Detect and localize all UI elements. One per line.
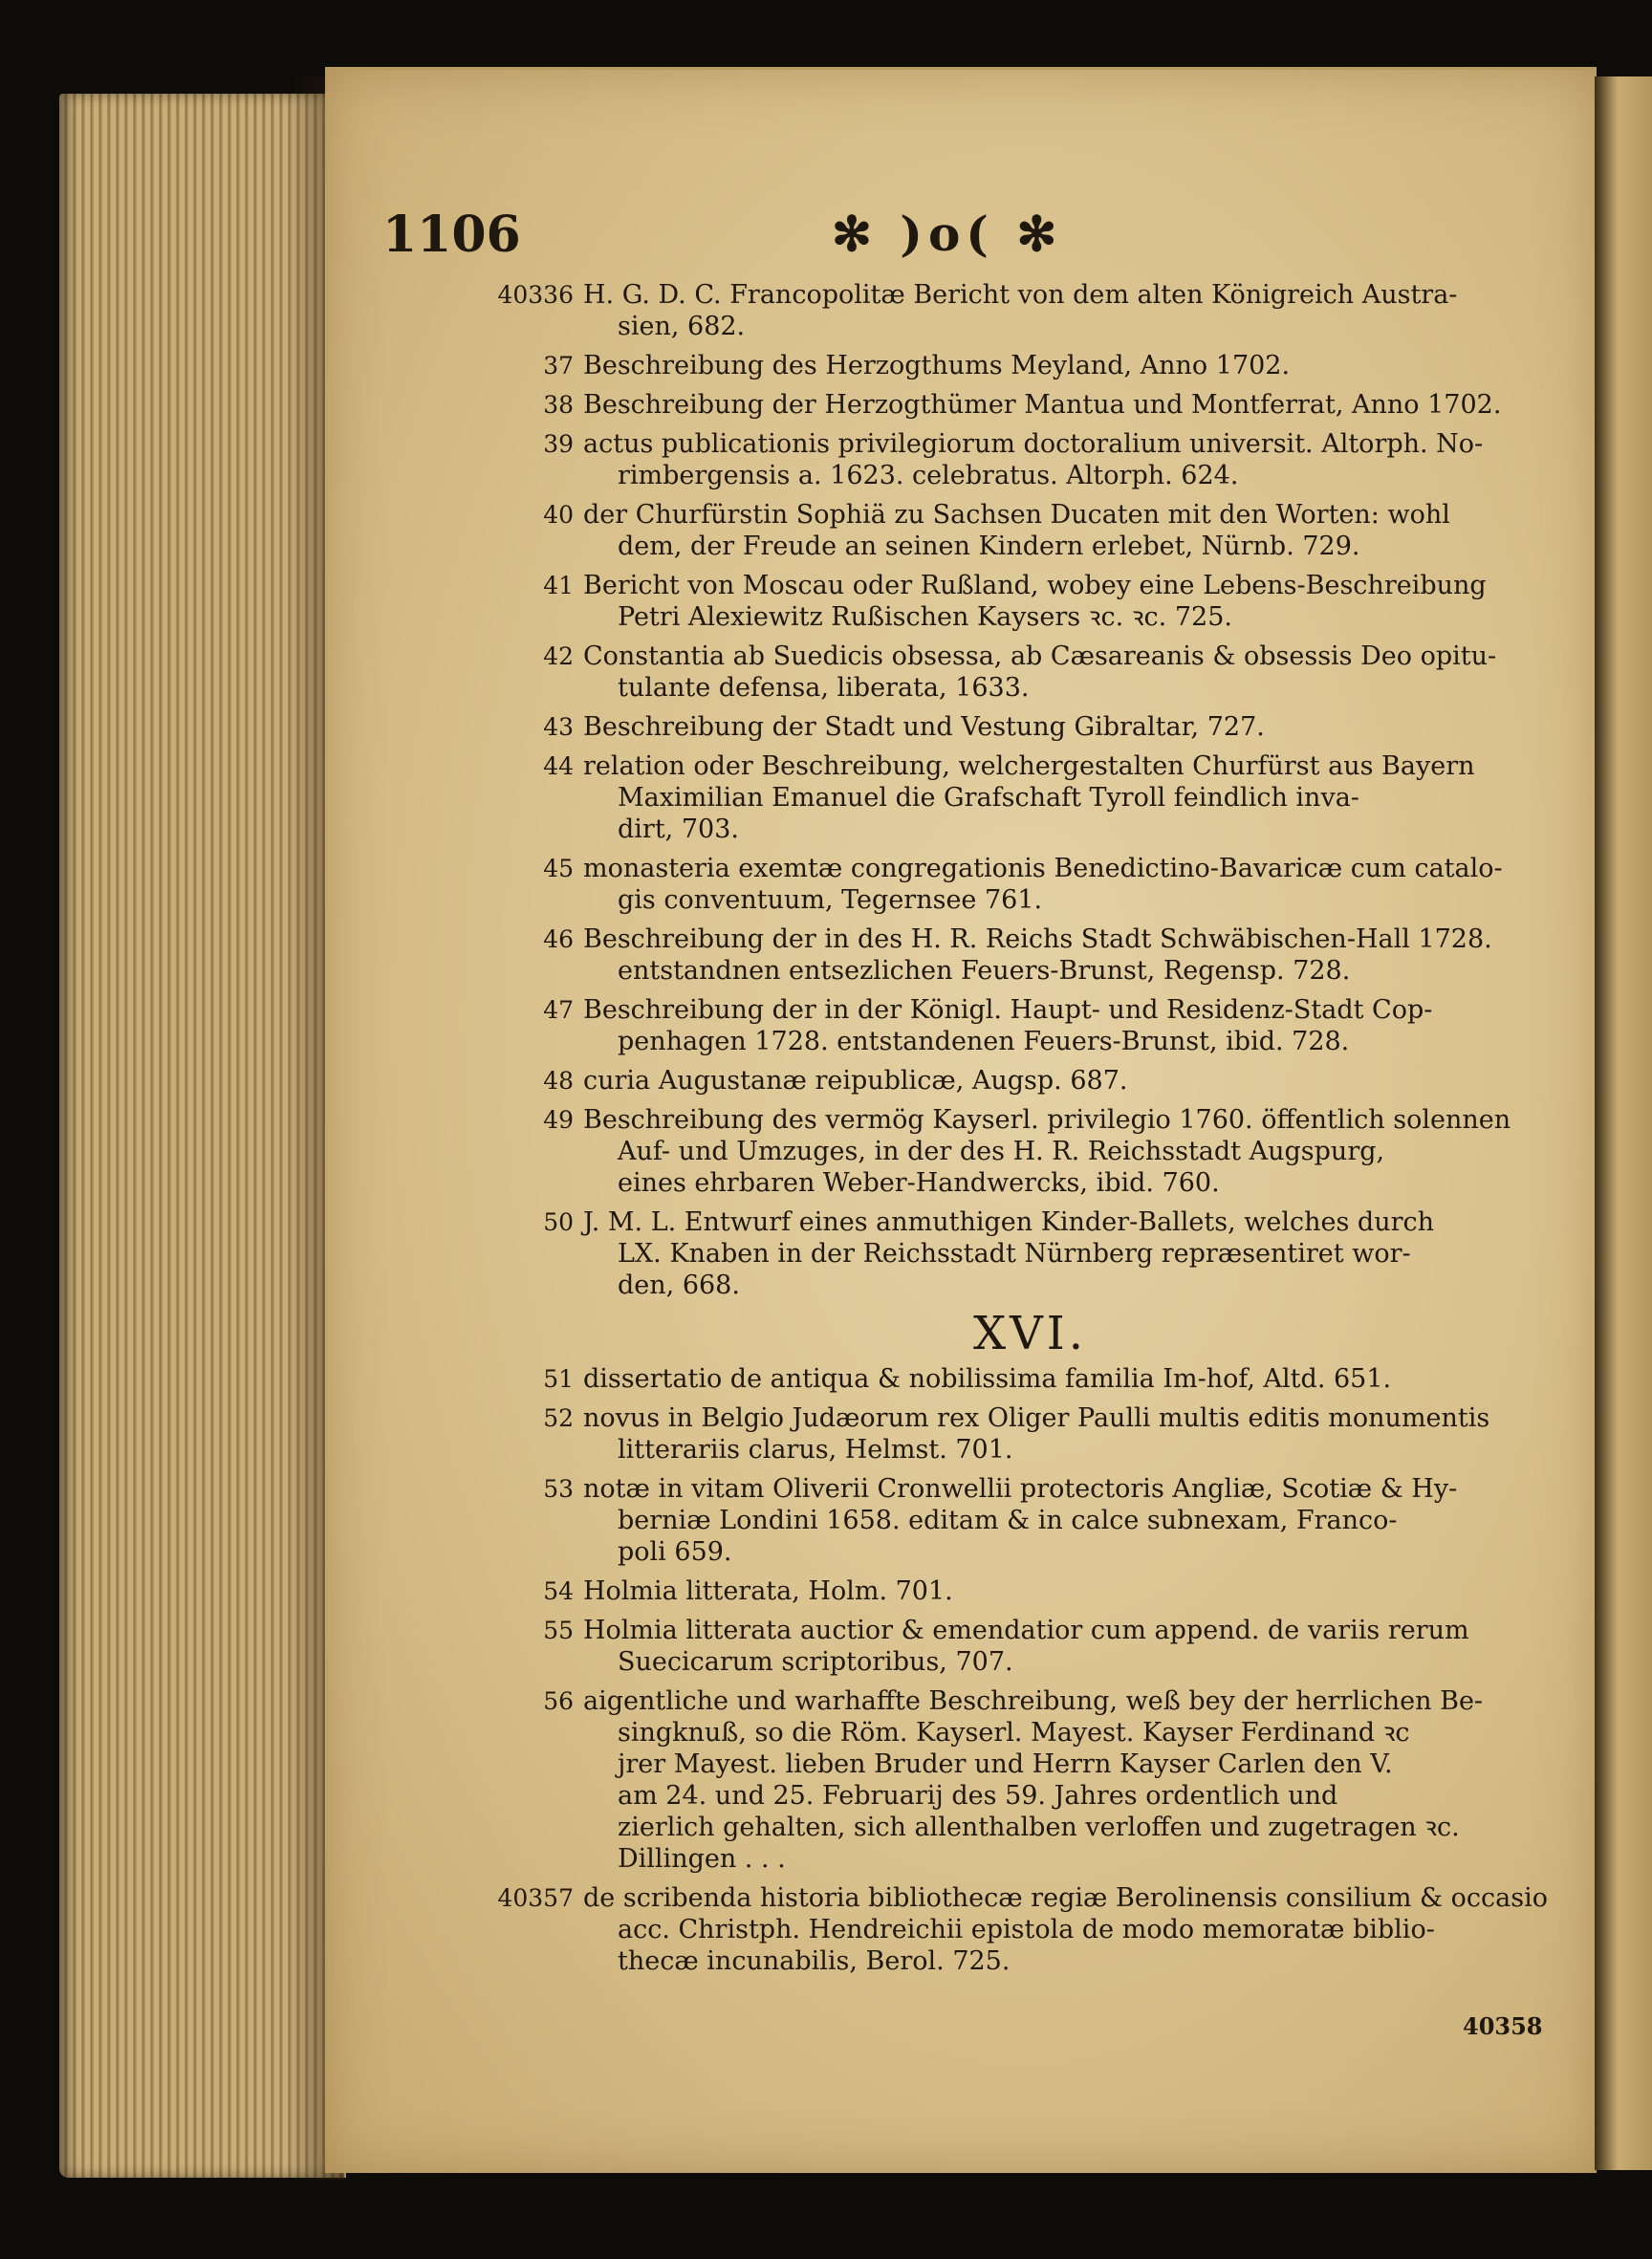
- catalog-entry: [382, 428, 1563, 491]
- entry-text-line: novus in Belgio Judæorum rex Oliger Paulli multis editis monumentis: [583, 1403, 1490, 1433]
- entry-text-line: Dillingen . . .: [618, 1844, 786, 1874]
- entry-number: 43: [543, 713, 574, 741]
- catchword: 40358: [1463, 2012, 1543, 2040]
- entry-text-line: berniæ Londini 1658. editam & in calce subnexam, Franco-: [618, 1506, 1398, 1535]
- catalog-entry: [382, 1615, 1563, 1678]
- entry-number: 40336: [497, 281, 574, 309]
- entry-number: 44: [543, 752, 574, 780]
- entry-text-line: Suecicarum scriptoribus, 707.: [618, 1647, 1013, 1677]
- entry-text-line: Beschreibung des vermög Kayserl. privilegio 1760. öffentlich solennen: [583, 1105, 1511, 1135]
- entry-number: 56: [543, 1687, 574, 1715]
- entry-text-line: Beschreibung der in des H. R. Reichs Stadt Schwäbischen-Hall 1728.: [583, 924, 1492, 954]
- entry-text-line: acc. Christph. Hendreichii epistola de modo memoratæ biblio-: [618, 1915, 1435, 1944]
- entry-text-line: litterariis clarus, Helmst. 701.: [618, 1435, 1013, 1465]
- entry-number: 39: [543, 430, 574, 458]
- entry-text-line: tulante defensa, liberata, 1633.: [618, 673, 1030, 703]
- entry-text-line: Beschreibung der in der Königl. Haupt- und Residenz-Stadt Cop-: [583, 995, 1433, 1025]
- entry-text-line: Beschreibung der Herzogthümer Mantua und Montferrat, Anno 1702.: [583, 390, 1502, 420]
- catalog-entry: [382, 1206, 1563, 1301]
- entry-text-line: aigentliche und warhaffte Beschreibung, weß bey der herrlichen Be-: [583, 1686, 1484, 1716]
- entry-text-line: sien, 682.: [618, 312, 746, 341]
- entry-text-line: Beschreibung des Herzogthums Meyland, Anno 1702.: [583, 351, 1291, 380]
- catalog-entry: [382, 279, 1563, 342]
- entry-text-line: thecæ incunabilis, Berol. 725.: [618, 1946, 1011, 1976]
- catalog-entry: [382, 711, 1563, 743]
- entry-list-2: [382, 1363, 1563, 1977]
- entry-number: 45: [543, 855, 574, 882]
- entry-text-line: Bericht von Moscau oder Rußland, wobey eine Lebens-Beschreibung: [583, 571, 1487, 600]
- entry-number: 50: [543, 1208, 574, 1236]
- catalog-entry: [382, 499, 1563, 562]
- entry-number: 53: [543, 1475, 574, 1503]
- entry-number: 40: [543, 501, 574, 529]
- entry-number: 52: [543, 1404, 574, 1432]
- entry-number: 38: [543, 391, 574, 419]
- facing-page-edge: [1595, 76, 1652, 2170]
- entry-text-line: notæ in vitam Oliverii Cronwellii protectoris Angliæ, Scotiæ & Hy-: [583, 1474, 1458, 1504]
- entry-text-line: Petri Alexiewitz Rußischen Kaysers ꝛc. ꝛc. 725.: [618, 602, 1232, 632]
- entry-text-line: entstandnen entsezlichen Feuers-Brunst, Regensp. 728.: [618, 956, 1351, 986]
- entry-number: 51: [543, 1365, 574, 1393]
- entry-text-line: dissertatio de antiqua & nobilissima familia Im-hof, Altd. 651.: [583, 1364, 1392, 1394]
- entry-text-line: poli 659.: [618, 1537, 732, 1567]
- entry-number: 49: [543, 1106, 574, 1134]
- entry-number: 37: [543, 352, 574, 380]
- entry-text-line: zierlich gehalten, sich allenthalben verloffen und zugetragen ꝛc.: [618, 1813, 1460, 1842]
- entry-text-line: jrer Mayest. lieben Bruder und Herrn Kayser Carlen den V.: [618, 1749, 1393, 1779]
- entry-number: 54: [543, 1577, 574, 1605]
- page-number: 1106: [382, 206, 521, 264]
- entry-number: 42: [543, 642, 574, 670]
- entry-text-line: Beschreibung der Stadt und Vestung Gibraltar, 727.: [583, 712, 1265, 742]
- catalog-entry: [382, 641, 1563, 704]
- entry-text-line: eines ehrbaren Weber-Handwercks, ibid. 760.: [618, 1168, 1220, 1198]
- entry-text-line: actus publicationis privilegiorum doctoralium universit. Altorph. No-: [583, 429, 1484, 459]
- entry-text-line: relation oder Beschreibung, welchergestalten Churfürst aus Bayern: [583, 751, 1475, 781]
- entry-text-line: dem, der Freude an seinen Kindern erlebet, Nürnb. 729.: [618, 532, 1360, 561]
- entry-number: 41: [543, 572, 574, 599]
- entry-number: 55: [543, 1617, 574, 1644]
- entry-text-line: Holmia litterata auctior & emendatior cum append. de variis rerum: [583, 1616, 1469, 1645]
- catalog-entry: [382, 923, 1563, 987]
- entry-text-line: Maximilian Emanuel die Grafschaft Tyroll feindlich inva-: [618, 783, 1359, 813]
- catalog-entry: [382, 853, 1563, 916]
- entry-text-line: Constantia ab Suedicis obsessa, ab Cæsareanis & obsessis Deo opitu-: [583, 641, 1497, 671]
- entry-text-line: J. M. L. Entwurf eines anmuthigen Kinder-Ballets, welches durch: [583, 1207, 1435, 1237]
- entry-number: 40357: [497, 1884, 574, 1912]
- entry-text-line: LX. Knaben in der Reichsstadt Nürnberg repræsentiret wor-: [618, 1239, 1411, 1269]
- section-heading: XVI.: [972, 1307, 1088, 1360]
- entry-text-line: singknuß, so die Röm. Kayserl. Mayest. Kayser Ferdinand ꝛc: [618, 1718, 1410, 1748]
- catalog-entry: [382, 350, 1563, 381]
- entry-text-line: monasteria exemtæ congregationis Benedictino-Bavaricæ cum catalo-: [583, 854, 1503, 883]
- catalog-entry: [382, 1882, 1563, 1977]
- entry-text-line: Auf- und Umzuges, in der des H. R. Reichsstadt Augspurg,: [618, 1137, 1385, 1166]
- entry-text-line: den, 668.: [618, 1271, 740, 1300]
- entry-text-line: de scribenda historia bibliothecæ regiæ Berolinensis consilium & occasio: [583, 1883, 1548, 1913]
- entry-text-line: gis conventuum, Tegernsee 761.: [618, 885, 1043, 915]
- entry-text-line: dirt, 703.: [618, 815, 739, 844]
- header-ornament: ✻ )o( ✻: [832, 206, 1063, 262]
- catalog-entries: [382, 279, 1563, 1985]
- catalog-entry: [382, 1473, 1563, 1568]
- entry-text-line: der Churfürstin Sophiä zu Sachsen Ducaten mit den Worten: wohl: [583, 500, 1450, 530]
- catalog-entry: [382, 994, 1563, 1057]
- catalog-entry: [382, 1104, 1563, 1199]
- page-header: [382, 206, 1549, 272]
- entry-text-line: am 24. und 25. Februarij des 59. Jahres ordentlich und: [618, 1781, 1338, 1811]
- entry-text-line: H. G. D. C. Francopolitæ Bericht von dem alten Königreich Austra-: [583, 280, 1458, 310]
- catalog-entry: [382, 1363, 1563, 1395]
- catalog-entry: [382, 750, 1563, 845]
- entry-number: 48: [543, 1067, 574, 1095]
- entry-text-line: rimbergensis a. 1623. celebratus. Altorph. 624.: [618, 461, 1239, 490]
- entry-text-line: Holmia litterata, Holm. 701.: [583, 1576, 953, 1606]
- catalog-entry: [382, 1685, 1563, 1875]
- entry-number: 47: [543, 996, 574, 1024]
- catalog-entry: [382, 1402, 1563, 1466]
- catalog-entry: [382, 1065, 1563, 1097]
- catalog-entry: [382, 389, 1563, 421]
- entry-number: 46: [543, 925, 574, 953]
- catalog-entry: [382, 570, 1563, 633]
- catalog-entry: [382, 1575, 1563, 1607]
- entry-text-line: curia Augustanæ reipublicæ, Augsp. 687.: [583, 1066, 1128, 1096]
- entry-list-1: [382, 279, 1563, 1301]
- entry-text-line: penhagen 1728. entstandenen Feuers-Brunst, ibid. 728.: [618, 1027, 1350, 1056]
